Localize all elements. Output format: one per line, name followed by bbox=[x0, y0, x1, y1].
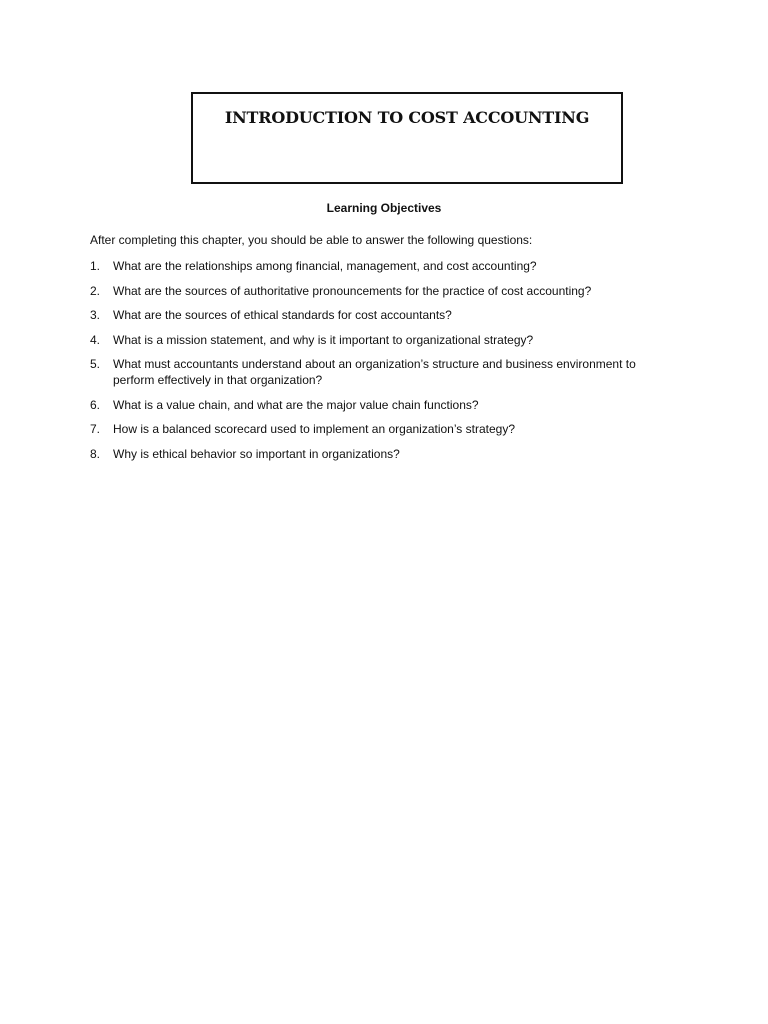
page-title: INTRODUCTION TO COST ACCOUNTING bbox=[224, 108, 590, 127]
objective-text: What must accountants understand about an organization’s structure and business environment to perform effectively in that organization? bbox=[113, 357, 636, 387]
objectives-list bbox=[90, 258, 670, 470]
objective-number: 6. bbox=[90, 397, 101, 412]
objective-item bbox=[90, 397, 670, 413]
objective-number: 5. bbox=[90, 357, 101, 371]
objective-number: 4. bbox=[90, 332, 101, 347]
objective-number: 1. bbox=[90, 259, 101, 273]
learning-objectives-heading: Learning Objectives bbox=[326, 201, 442, 215]
objective-number: 7. bbox=[90, 422, 101, 436]
objective-number: 8. bbox=[90, 446, 101, 461]
objective-text: Why is ethical behavior so important in organizations? bbox=[113, 446, 400, 461]
objective-text: How is a balanced scorecard used to implement an organization’s strategy? bbox=[113, 422, 515, 436]
objective-item bbox=[90, 356, 670, 388]
objective-text: What is a mission statement, and why is it important to organizational strategy? bbox=[113, 332, 534, 347]
intro-text: After completing this chapter, you should be able to answer the following questions: bbox=[90, 233, 533, 247]
objective-item bbox=[90, 283, 670, 299]
objective-text: What are the sources of ethical standards for cost accountants? bbox=[113, 308, 452, 322]
objective-item bbox=[90, 446, 670, 462]
objective-number: 2. bbox=[90, 283, 101, 298]
objective-item bbox=[90, 421, 670, 437]
objective-item bbox=[90, 258, 670, 274]
objective-item bbox=[90, 307, 670, 323]
objective-text: What are the sources of authoritative pronouncements for the practice of cost accounting? bbox=[113, 283, 592, 298]
title-box bbox=[191, 92, 623, 184]
objective-text: What are the relationships among financial, management, and cost accounting? bbox=[113, 259, 537, 273]
objective-number: 3. bbox=[90, 308, 101, 322]
objective-item bbox=[90, 332, 670, 348]
objective-text: What is a value chain, and what are the major value chain functions? bbox=[113, 397, 479, 412]
